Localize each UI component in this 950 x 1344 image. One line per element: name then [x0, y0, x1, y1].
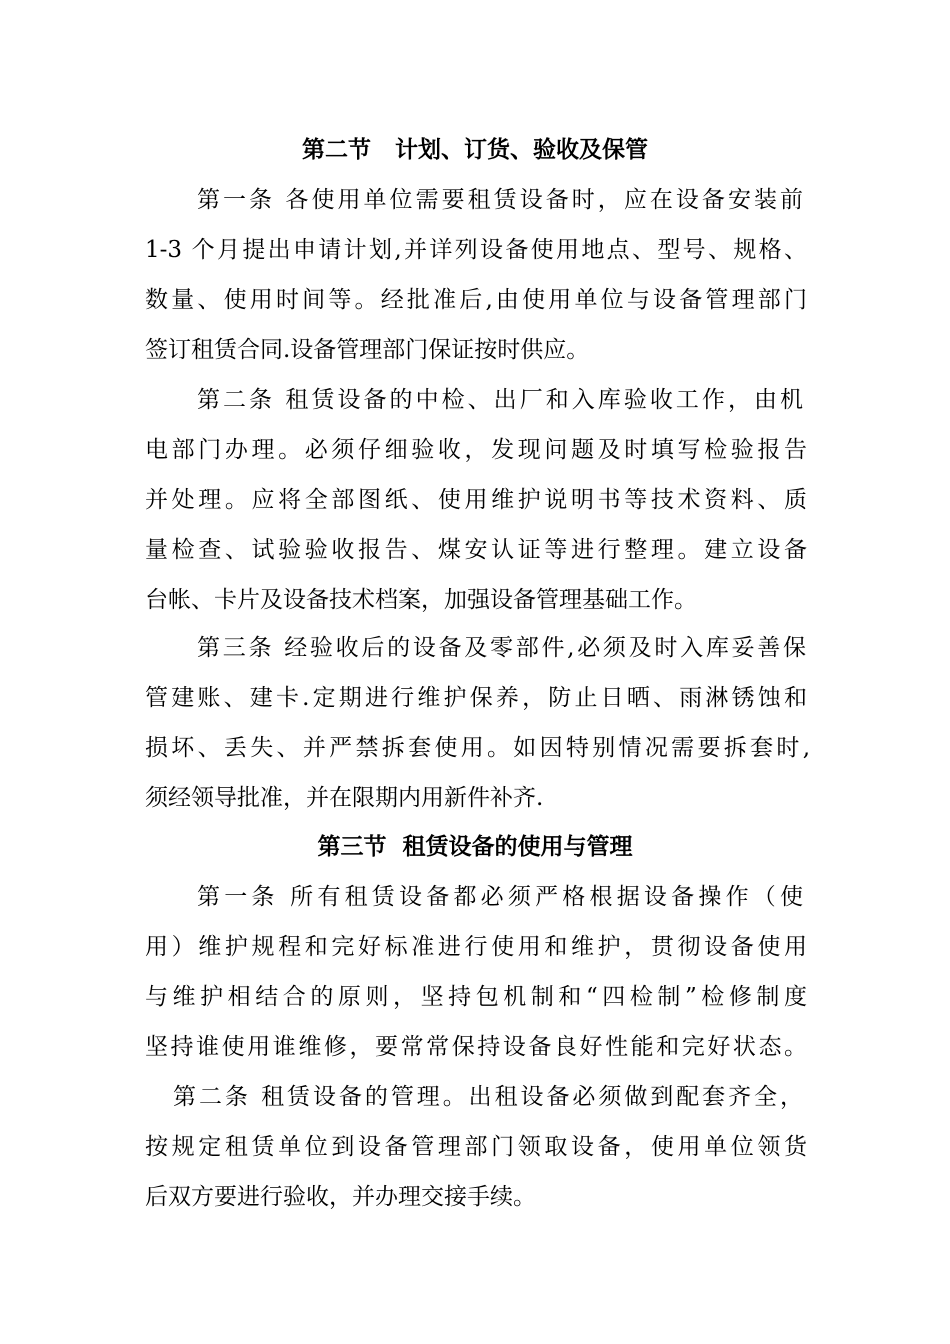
section-heading: 第三节 租赁设备的使用与管理 — [317, 834, 633, 860]
article-line: 并处理。应将全部图纸、使用维护说明书等技术资料、质 — [145, 487, 807, 513]
article-line: 管建账、建卡.定期进行维护保养，防止日晒、雨淋锈蚀和 — [145, 685, 807, 711]
article-line: 后双方要进行验收，并办理交接手续。 — [145, 1184, 536, 1210]
article-first-line: 第一条 各使用单位需要租赁设备时，应在设备安装前 — [197, 187, 803, 213]
article-first-line: 第三条 经验收后的设备及零部件,必须及时入库妥善保 — [197, 635, 806, 661]
article-line: 电部门办理。必须仔细验收，发现问题及时填写检验报告 — [145, 437, 807, 463]
article-line: 台帐、卡片及设备技术档案，加强设备管理基础工作。 — [145, 587, 697, 613]
article-line: 损坏、丢失、并严禁拆套使用。如因特别情况需要拆套时, — [145, 735, 810, 761]
article-line: 用）维护规程和完好标准进行使用和维护，贯彻设备使用 — [145, 934, 807, 960]
article-line: 坚持谁使用谁维修，要常常保持设备良好性能和完好状态。 — [145, 1034, 807, 1060]
article-first-line: 第一条 所有租赁设备都必须严格根据设备操作（使 — [197, 884, 803, 910]
article-line: 签订租赁合同.设备管理部门保证按时供应。 — [145, 337, 590, 363]
section-heading: 第二节 计划、订货、验收及保管 — [301, 137, 649, 163]
article-line: 须经领导批准，并在限期内用新件补齐. — [145, 785, 544, 811]
article-first-line: 第二条 租赁设备的管理。出租设备必须做到配套齐全， — [173, 1084, 803, 1110]
article-line: 按规定租赁单位到设备管理部门领取设备，使用单位领货 — [145, 1134, 807, 1160]
article-first-line: 第二条 租赁设备的中检、出厂和入库验收工作，由机 — [197, 387, 803, 413]
article-line: 数量、使用时间等。经批准后,由使用单位与设备管理部门 — [145, 287, 807, 313]
article-line: 量检查、试验验收报告、煤安认证等进行整理。建立设备 — [145, 537, 807, 563]
article-line: 与维护相结合的原则，坚持包机制和“四检制”检修制度 — [145, 984, 807, 1010]
article-line: 1-3 个月提出申请计划,并详列设备使用地点、型号、规格、 — [145, 237, 807, 263]
